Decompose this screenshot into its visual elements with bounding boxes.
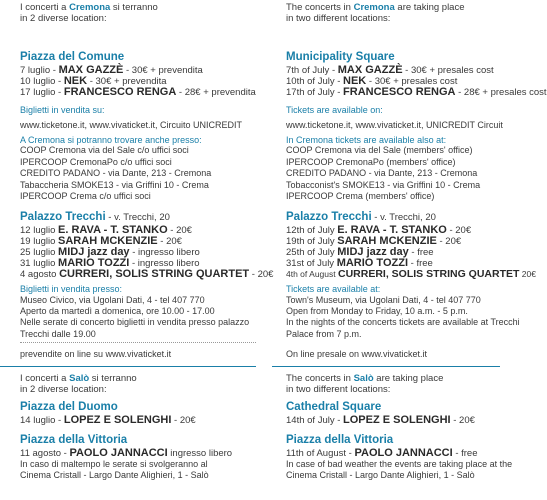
event-row: 31 luglio MARIO TOZZI - ingresso libero	[20, 257, 200, 269]
sale-line: www.ticketone.it, www.vivaticket.it, Circuito UNICREDIT	[20, 119, 243, 130]
dotted-divider	[20, 342, 256, 343]
event-row: 10 luglio - NEK - 30€ + prevendita	[20, 75, 167, 87]
buy-line: IPERCOOP Crema (members' office)	[286, 191, 435, 202]
venue-palazzo-trecchi	[20, 208, 274, 340]
venue-municipality-square	[286, 48, 547, 202]
buy-line: CREDITO PADANO - via Dante, 213 - Cremona	[20, 168, 212, 179]
event-row: 25 luglio MIDJ jazz day - ingresso libero	[20, 246, 200, 258]
event-row: 12th of July E. RAVA - T. STANKO - 20€	[286, 224, 472, 236]
venue-title: Piazza della Vittoria	[286, 434, 394, 446]
sale-line: Aperto da martedì a domenica, ore 10.00 - 17.00	[20, 305, 215, 316]
buy-line: Tabaccheria SMOKE13 - via Griffini 10 - Crema	[20, 179, 209, 190]
buy-line: COOP Cremona via del Sale c/o uffici soci	[20, 145, 189, 156]
section-divider	[272, 366, 500, 367]
sale-line: www.ticketone.it, www.vivaticket.it, UNICREDIT Circuit	[286, 119, 503, 130]
venue-piazza-duomo	[20, 398, 256, 426]
event-row: 14 luglio - LOPEZ E SOLENGHI - 20€	[20, 414, 196, 426]
venue-title: Piazza del Comune	[20, 51, 125, 63]
sale-line: Town's Museum, via Ugolani Dati, 4 - tel 407 770	[286, 294, 481, 305]
event-row: 17th of July - FRANCESCO RENGA - 28€ + presales cost	[286, 86, 547, 98]
event-row: 25th of July MIDJ jazz day - free	[286, 246, 434, 258]
venue-piazza-comune	[20, 48, 256, 202]
venue-title: Cathedral Square	[286, 401, 382, 413]
buy-line: Tobacconist's SMOKE13 - via Griffini 10 - Crema	[286, 179, 481, 190]
venue-title: Piazza del Duomo	[20, 401, 118, 413]
event-row: 11 agosto - PAOLO JANNACCI ingresso libero	[20, 447, 233, 459]
salo-intro: I concerti a Salò si terranno in 2 diverse location:	[20, 373, 137, 395]
event-row: 4 agosto CURRERI, SOLIS STRING QUARTET - 20€	[20, 268, 274, 280]
presale-link[interactable]: prevendite on line su www.vivaticket.it	[20, 349, 172, 359]
cremona-intro: I concerti a Cremona si terranno in 2 diverse location:	[20, 2, 158, 24]
event-row: 7 luglio - MAX GAZZÈ - 30€ + prevendita	[20, 64, 203, 76]
sale-heading: Biglietti in vendita su:	[20, 105, 105, 115]
weather-note: Cinema Cristall - Largo Dante Alighieri, 1 - Salò	[20, 470, 209, 481]
event-row: 17 luglio - FRANCESCO RENGA - 28€ + prevendita	[20, 86, 256, 98]
buy-heading: In Cremona tickets are available also at:	[286, 134, 447, 145]
sale-line: Trecchi dalle 19.00	[20, 328, 96, 339]
event-row: 19 luglio SARAH MCKENZIE - 20€	[20, 235, 182, 247]
sale-line: Museo Civico, via Ugolani Dati, 4 - tel 407 770	[20, 294, 205, 305]
venue-title: Palazzo Trecchi - v. Trecchi, 20	[20, 211, 170, 223]
event-row: 19th of July SARAH MCKENZIE - 20€	[286, 235, 462, 247]
buy-line: COOP Cremona via del Sale (members' office)	[286, 145, 473, 156]
buy-line: IPERCOOP Crema c/o uffici soci	[20, 191, 151, 202]
buy-heading: A Cremona si potranno trovare anche presso:	[20, 134, 202, 145]
sale-line: Open from Monday to Friday, 10 a.m. - 5 p.m.	[286, 305, 468, 316]
sale-line: Palace from 7 p.m.	[286, 328, 362, 339]
salo-intro: The concerts in Salò are taking place in two different locations:	[286, 373, 444, 395]
venue-title: Palazzo Trecchi - v. Trecchi, 20	[286, 211, 436, 223]
sale-line: In the nights of the concerts tickets are available at Trecchi	[286, 317, 520, 328]
weather-note: Cinema Cristall - Largo Dante Alighieri, 1 - Salò	[286, 470, 475, 481]
weather-note: In case of bad weather the events are taking place at the	[286, 459, 513, 469]
event-row: 4th of August CURRERI, SOLIS STRING QUARTET 20€	[286, 268, 536, 280]
buy-line: CREDITO PADANO - via Dante, 213 - Cremona	[286, 168, 478, 179]
sale-heading: Tickets are available on:	[286, 105, 383, 115]
event-row: 7th of July - MAX GAZZÈ - 30€ + presales cost	[286, 64, 494, 76]
event-row: 14th of July - LOPEZ E SOLENGHI - 20€	[286, 414, 475, 426]
weather-note: In caso di maltempo le serate si svolgeranno al	[20, 459, 208, 469]
sale-line: Nelle serate di concerto biglietti in vendita presso palazzo	[20, 317, 250, 328]
sale-heading: Biglietti in vendita presso:	[20, 284, 123, 294]
sale-heading: Tickets are available at:	[286, 284, 381, 294]
presale-link[interactable]: On line presale on www.vivaticket.it	[286, 349, 428, 359]
event-row: 11th of August - PAOLO JANNACCI - free	[286, 447, 478, 459]
venue-cathedral-square	[286, 398, 522, 426]
buy-line: IPERCOOP CremonaPo (members' office)	[286, 156, 456, 167]
event-row: 10th of July - NEK - 30€ + presales cost	[286, 75, 458, 87]
buy-line: IPERCOOP CremonaPo c/o uffici soci	[20, 156, 172, 167]
venue-title: Piazza della Vittoria	[20, 434, 128, 446]
venue-piazza-vittoria	[20, 431, 256, 482]
venue-piazza-vittoria	[286, 431, 522, 482]
venue-palazzo-trecchi	[286, 208, 536, 340]
section-divider	[0, 366, 256, 367]
event-row: 31st of July MARIO TOZZI - free	[286, 257, 433, 269]
event-row: 12 luglio E. RAVA - T. STANKO - 20€	[20, 224, 192, 236]
cremona-intro: The concerts in Cremona are taking place in two different locations:	[286, 2, 465, 24]
venue-title: Municipality Square	[286, 51, 395, 63]
